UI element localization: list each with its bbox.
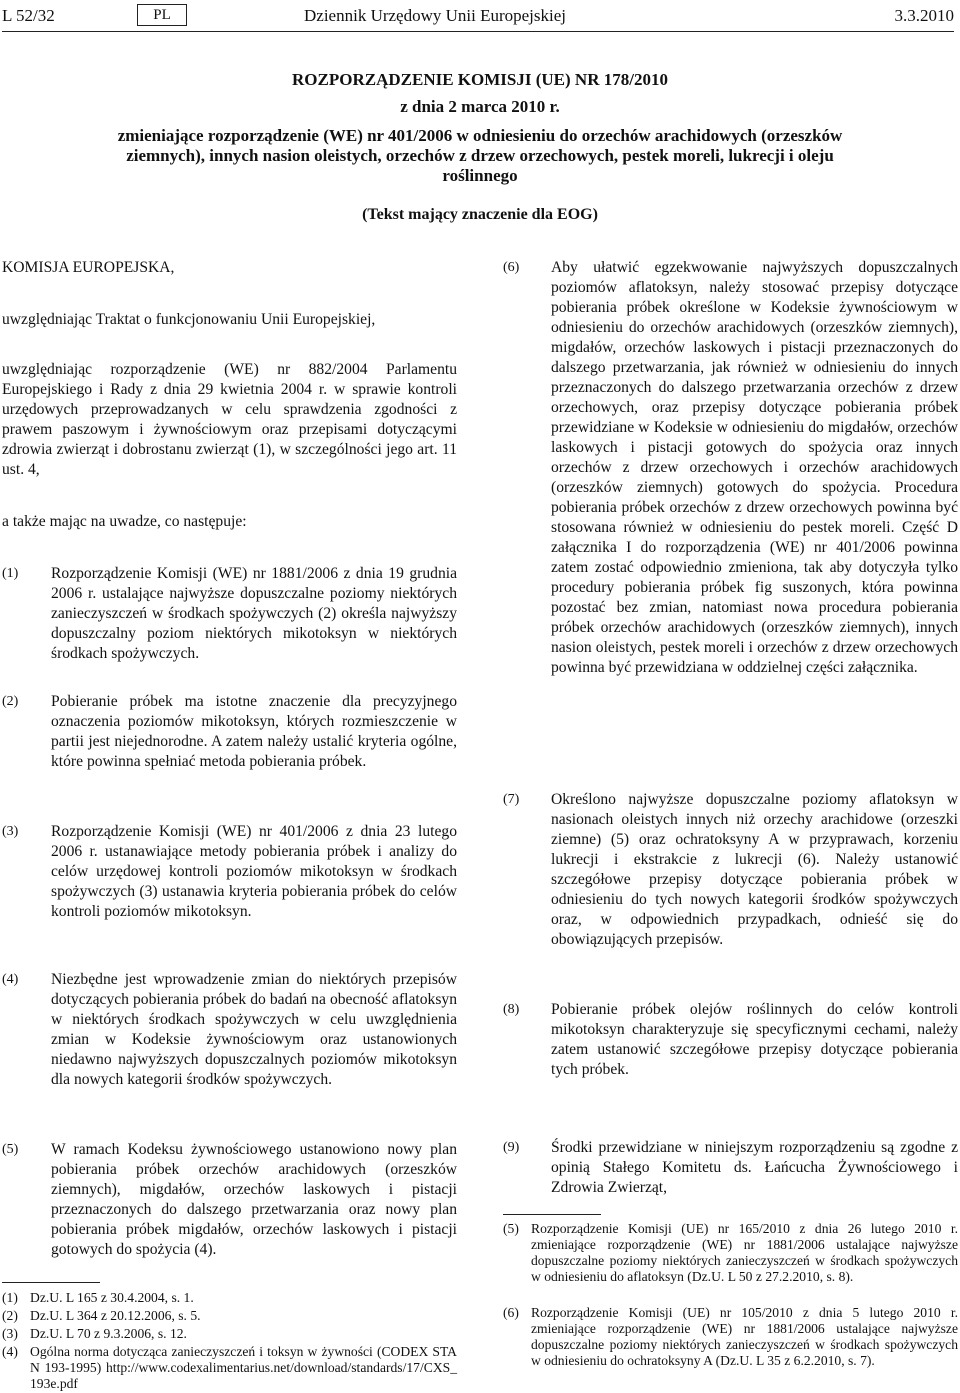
recital-number: (8)	[503, 1002, 520, 1017]
recital-number: (3)	[2, 824, 19, 839]
recital-8	[503, 1000, 958, 1090]
footnote-rule-right	[503, 1214, 601, 1215]
recital-6	[503, 258, 958, 758]
preamble-treaty: uwzględniając Traktat o funkcjonowaniu Unii Europejskiej,	[2, 311, 376, 328]
footnote-3: (3) Dz.U. L 70 z 9.3.2006, s. 12.	[2, 1326, 187, 1341]
footnote-2: (2) Dz.U. L 364 z 20.12.2006, s. 5.	[2, 1308, 201, 1323]
regulation-date: z dnia 2 marca 2010 r.	[400, 97, 560, 116]
footnote-1: (1) Dz.U. L 165 z 30.4.2004, s. 1.	[2, 1290, 194, 1305]
regulation-number: ROZPORZĄDZENIE KOMISJI (UE) NR 178/2010	[292, 70, 668, 89]
recital-number: (1)	[2, 566, 19, 581]
preamble-regulation-882: uwzględniając rozporządzenie (WE) nr 882/2004 Parlamentu Europejskiego i Rady z dnia 29 kwietnia 2004 r. w sprawie kontroli urzędowych przeprowadzanych w celu sprawdzenia zgodności z prawem paszowym i żywnościowym oraz przepisami dotyczącymi zdrowia zwierząt i dobrostanu zwierząt (1), w szczególności jego art. 11 ust. 4,	[2, 361, 457, 478]
page-header	[2, 4, 954, 32]
regulation-subject: zmieniające rozporządzenie (WE) nr 401/2006 w odniesieniu do orzechów arachidowych (orzeszków ziemnych), innych nasion oleistych, orzechów z drzew orzechowych, pestek moreli, lukrecji i oleju roślinnego	[117, 126, 843, 185]
footnote-6: (6) Rozporządzenie Komisji (UE) nr 105/2010 z dnia 5 lutego 2010 r. zmieniające rozporządzenie (WE) nr 1881/2006 ustalające najwyższe dopuszczalne poziomy niektórych zanieczyszczeń w środkach spożywczych w odniesieniu do ochratoksyny A (Dz.U. L 35 z 6.2.2010, s. 7).	[503, 1305, 958, 1368]
recital-5	[2, 1140, 457, 1260]
eea-relevance: (Tekst mający znaczenie dla EOG)	[362, 206, 598, 223]
journal-title: Dziennik Urzędowy Unii Europejskiej	[304, 6, 567, 25]
recital-number: (6)	[503, 260, 520, 275]
page-reference: L 52/32	[2, 6, 55, 25]
recital-number: (2)	[2, 694, 19, 709]
recital-1	[2, 564, 457, 664]
recital-text: Pobieranie próbek ma istotne znaczenie dla precyzyjnego oznaczenia poziomów mikotoksyn, których rozmieszczenie w partii jest niejednorodne. A zatem należy ustalić kryteria ogólne, które powinna spełniać metoda pobierania próbek.	[51, 693, 457, 770]
header-rule	[2, 31, 954, 32]
preamble-whereas: a także mając na uwadze, co następuje:	[2, 513, 247, 530]
recital-number: (5)	[2, 1142, 19, 1157]
recital-7	[503, 790, 958, 950]
recital-text: W ramach Kodeksu żywnościowego ustanowiono nowy plan pobierania próbek orzechów arachidowych (orzeszków ziemnych), migdałów, orzechów laskowych i pistacji przeznaczonych do dalszego przetwarzania oraz nowy plan pobierania próbek migdałów, orzechów laskowych i pistacji gotowych do spożycia (4).	[51, 1141, 457, 1258]
regulation-title	[90, 66, 870, 120]
preamble-commission: KOMISJA EUROPEJSKA,	[2, 259, 175, 276]
recital-number: (4)	[2, 972, 19, 987]
footnote-5: (5) Rozporządzenie Komisji (UE) nr 165/2010 z dnia 26 lutego 2010 r. zmieniające rozporządzenie (WE) nr 1881/2006 ustalające najwyższe dopuszczalne poziomy niektórych zanieczyszczeń w środkach spożywczych w odniesieniu do aflatoksyn (Dz.U. L 50 z 27.2.2010, s. 8).	[503, 1221, 958, 1284]
recital-text: Niezbędne jest wprowadzenie zmian do niektórych przepisów dotyczących pobierania próbek do badań na obecność aflatoksyn w niektórych środkach spożywczych w celu uwzględnienia zmian w Kodeksie żywnościowym oraz ustanowionych niedawno najwyższych dopuszczalnych poziomów mikotoksyn dla nowych kategorii środków spożywczych.	[51, 971, 457, 1088]
recital-number: (7)	[503, 792, 520, 807]
footnote-rule-left	[2, 1282, 100, 1283]
publication-date: 3.3.2010	[894, 6, 954, 25]
footnote-4: (4) Ogólna norma dotycząca zanieczyszczeń i toksyn w żywności (CODEX STAN 193-1995) http://www.codexalimentarius.net/download/standards/17/CXS_193e.pdf	[2, 1344, 457, 1391]
language-box: PL	[137, 4, 187, 26]
recital-9	[503, 1138, 958, 1202]
recital-text: Określono najwyższe dopuszczalne poziomy aflatoksyn w nasionach oleistych innych niż orzechy arachidowe (orzeszki ziemne) (5) oraz ochratoksyny A w przyprawach, korzeniu lukrecji i ekstrakcie z lukrecji (6). Należy ustanowić szczegółowe przepisy dotyczące pobierania próbek w odniesieniu do tych nowych kategorii środków spożywczych oraz, w odpowiednich przypadkach, odnieść się do obowiązujących przepisów.	[551, 791, 958, 948]
recital-text: Rozporządzenie Komisji (WE) nr 1881/2006 z dnia 19 grudnia 2006 r. ustalające najwyższe dopuszczalne poziomy niektórych zanieczyszczeń w środkach spożywczych (2) określa najwyższy dopuszczalny poziom niektórych mikotoksyn w niektórych środkach spożywczych.	[51, 565, 457, 662]
recital-text: Środki przewidziane w niniejszym rozporządzeniu są zgodne z opinią Stałego Komitetu ds. Łańcucha Żywnościowego i Zdrowia Zwierząt,	[551, 1139, 958, 1196]
recital-number: (9)	[503, 1140, 520, 1155]
recital-3	[2, 822, 457, 942]
recital-text: Pobieranie próbek olejów roślinnych do celów kontroli mikotoksyn charakteryzuje się specyficznymi cechami, należy zatem ustanowić szczegółowe przepisy dotyczące pobierania tych próbek.	[551, 1001, 958, 1078]
recital-4	[2, 970, 457, 1110]
recital-2	[2, 692, 457, 792]
recital-text: Aby ułatwić egzekwowanie najwyższych dopuszczalnych poziomów aflatoksyn, należy stosować przepisy dotyczące pobierania próbek określone w Kodeksie żywnościowym w odniesieniu do orzechów arachidowych (orzeszków ziemnych), migdałów, orzechów laskowych i pistacji przeznaczonych do dalszego przetwarzania, jak również w odniesieniu do innych przeznaczonych do dalszego przetwarzania orzechów z drzew orzechowych, oraz przepisy dotyczące pobierania próbek przewidziane w Kodeksie w odniesieniu do migdałów, orzechów laskowych i pistacji gotowych do spożycia oraz innych orzechów z drzew orzechowych i orzechów arachidowych (orzeszków ziemnych) gotowych do spożycia. Procedura pobierania próbek orzechów z drzew orzechowych powinna być stosowana również w odniesieniu do pestek moreli. Część D załącznika I do rozporządzenia (WE) nr 401/2006 powinna zatem zostać odpowiednio zmieniona, tak aby dotyczyła tylko procedury pobierania próbek fig suszonych, która powinna pozostać bez zmian, natomiast nowa procedura pobierania próbek orzechów arachidowych (orzeszków ziemnych), innych nasion oleistych, pestek moreli i orzechów z drzew orzechowych powinna być przewidziana w oddzielnej części załącznika.	[551, 259, 958, 676]
recital-text: Rozporządzenie Komisji (WE) nr 401/2006 z dnia 23 lutego 2006 r. ustanawiające metody pobierania próbek i analizy do celów urzędowej kontroli poziomów mikotoksyn w środkach spożywczych (3) ustanawia kryteria pobierania próbek do celów kontroli poziomów mikotoksyn.	[51, 823, 457, 920]
